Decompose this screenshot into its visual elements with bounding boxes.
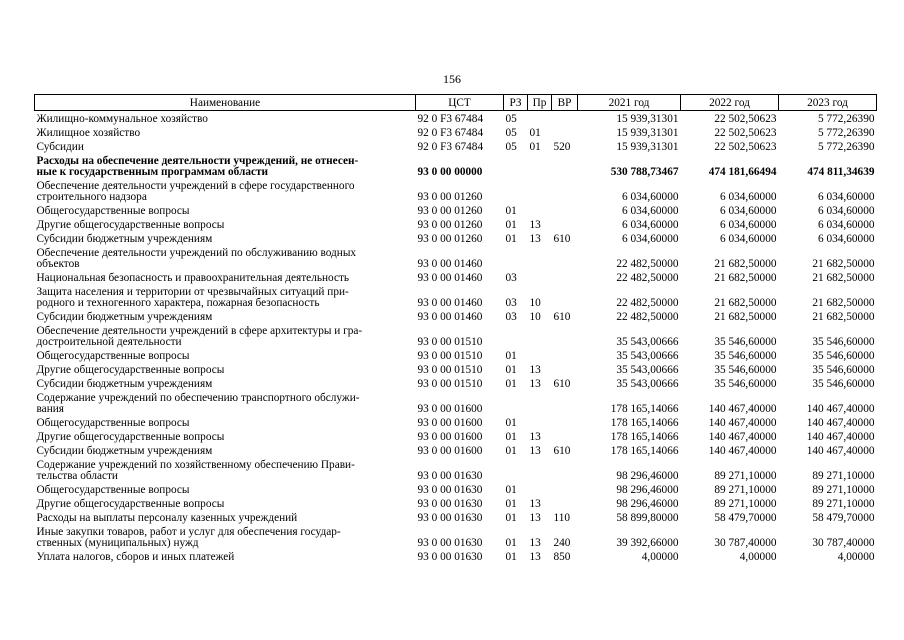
cell-cst: 92 0 F3 67484 <box>417 141 484 153</box>
cell-pr: 13 <box>529 551 541 563</box>
cell-rz: 03 <box>505 297 517 309</box>
cell-name: Содержание учреждений по обеспечению транспортного обслужи- вания <box>36 392 360 415</box>
cell-rz: 01 <box>505 219 517 231</box>
cell-vr: 610 <box>553 445 571 457</box>
cell-rz <box>504 323 528 348</box>
cell-vr: 240 <box>553 537 571 549</box>
cell-2022: 35 546,60000 <box>714 378 777 390</box>
cell-name: Содержание учреждений по хозяйственному обеспечению Прави- тельства области <box>36 459 355 482</box>
cell-2023: 6 034,60000 <box>818 233 875 245</box>
table-row <box>35 549 877 563</box>
cell-rz: 01 <box>505 431 517 443</box>
cell-name: Расходы на обеспечение деятельности учреждений, не отнесен- ные к государственным программам области <box>36 155 359 178</box>
cell-vr <box>552 111 578 126</box>
cell-vr <box>552 415 578 429</box>
cell-pr <box>528 415 552 429</box>
header-row <box>35 95 877 111</box>
cell-2022: 89 271,10000 <box>714 498 777 510</box>
cell-name: Общегосударственные вопросы <box>36 350 190 362</box>
cell-vr <box>552 284 578 309</box>
cell-2022: 35 546,60000 <box>714 350 777 362</box>
cell-name: Общегосударственные вопросы <box>36 417 190 429</box>
cell-pr <box>528 270 552 284</box>
cell-2021: 22 482,50000 <box>616 297 679 309</box>
table-body <box>35 111 877 564</box>
cell-2022: 6 034,60000 <box>720 219 777 231</box>
cell-vr <box>552 245 578 270</box>
header-2022: 2022 год <box>681 95 779 111</box>
cell-rz: 01 <box>505 512 517 524</box>
cell-2022: 4,00000 <box>739 551 777 563</box>
cell-rz: 01 <box>505 233 517 245</box>
cell-rz: 01 <box>505 205 517 217</box>
cell-2021: 98 296,46000 <box>616 498 679 510</box>
cell-cst: 93 0 00 01630 <box>417 498 483 510</box>
cell-2021: 178 165,14066 <box>610 403 679 415</box>
cell-cst: 93 0 00 01460 <box>417 272 483 284</box>
cell-pr: 01 <box>529 141 541 153</box>
cell-2022: 89 271,10000 <box>714 470 777 482</box>
cell-2022: 35 546,60000 <box>714 336 777 348</box>
cell-2021: 530 788,73467 <box>610 166 679 178</box>
cell-2023: 140 467,40000 <box>806 417 875 429</box>
cell-2022: 21 682,50000 <box>714 258 777 270</box>
cell-vr: 520 <box>553 141 571 153</box>
cell-cst: 93 0 00 01600 <box>417 403 483 415</box>
cell-name: Общегосударственные вопросы <box>36 205 190 217</box>
cell-2022: 35 546,60000 <box>714 364 777 376</box>
cell-2021: 22 482,50000 <box>616 258 679 270</box>
cell-cst: 93 0 00 01600 <box>417 431 483 443</box>
cell-rz: 03 <box>505 272 517 284</box>
cell-cst: 93 0 00 01460 <box>417 297 483 309</box>
cell-name: Другие общегосударственные вопросы <box>36 498 225 510</box>
cell-pr <box>528 482 552 496</box>
cell-pr: 13 <box>529 233 541 245</box>
cell-2022: 140 467,40000 <box>708 445 777 457</box>
cell-cst: 93 0 00 01630 <box>417 537 483 549</box>
cell-rz: 05 <box>505 141 517 153</box>
cell-name: Иные закупки товаров, работ и услуг для обеспечения государ- ственных (муниципальных) нужд <box>36 526 341 549</box>
cell-pr: 13 <box>529 537 541 549</box>
cell-cst: 93 0 00 01630 <box>417 484 483 496</box>
cell-name: Субсидии бюджетным учреждениям <box>36 378 213 390</box>
table-row <box>35 111 877 126</box>
cell-2022: 21 682,50000 <box>714 311 777 323</box>
cell-name: Субсидии бюджетным учреждениям <box>36 311 213 323</box>
cell-2022: 140 467,40000 <box>708 417 777 429</box>
cell-pr: 13 <box>529 431 541 443</box>
cell-2023: 5 772,26390 <box>818 113 875 125</box>
cell-vr <box>552 482 578 496</box>
table-row <box>35 231 877 245</box>
cell-cst: 93 0 00 01600 <box>417 417 483 429</box>
budget-table <box>34 94 877 563</box>
cell-vr <box>552 153 578 178</box>
table-row <box>35 309 877 323</box>
cell-2021: 35 543,00666 <box>616 336 679 348</box>
cell-2021: 178 165,14066 <box>610 417 679 429</box>
cell-2021: 178 165,14066 <box>610 431 679 443</box>
cell-2021: 6 034,60000 <box>622 233 679 245</box>
cell-name: Жилищно-коммунальное хозяйство <box>36 113 208 125</box>
table-row <box>35 270 877 284</box>
cell-vr <box>552 217 578 231</box>
cell-name: Обеспечение деятельности учреждений по обслуживанию водных объектов <box>36 247 357 270</box>
table-row <box>35 510 877 524</box>
cell-rz: 01 <box>505 537 517 549</box>
cell-pr: 13 <box>529 498 541 510</box>
cell-pr: 10 <box>529 311 541 323</box>
cell-2022: 21 682,50000 <box>714 297 777 309</box>
cell-2022: 140 467,40000 <box>708 431 777 443</box>
cell-2021: 15 939,31301 <box>616 141 679 153</box>
cell-2023: 5 772,26390 <box>818 141 875 153</box>
cell-cst: 93 0 00 01260 <box>417 219 483 231</box>
table-row <box>35 178 877 203</box>
cell-2022: 30 787,40000 <box>714 537 777 549</box>
cell-2023: 21 682,50000 <box>812 258 875 270</box>
cell-2021: 15 939,31301 <box>616 113 679 125</box>
cell-cst: 93 0 00 01510 <box>417 350 483 362</box>
cell-2023: 35 546,60000 <box>812 336 875 348</box>
header-2023: 2023 год <box>779 95 877 111</box>
cell-cst: 93 0 00 01460 <box>417 311 483 323</box>
cell-2021: 178 165,14066 <box>610 445 679 457</box>
table-row <box>35 245 877 270</box>
table-row <box>35 125 877 139</box>
cell-cst: 93 0 00 01460 <box>417 258 483 270</box>
cell-2023: 140 467,40000 <box>806 445 875 457</box>
cell-2021: 39 392,66000 <box>616 537 679 549</box>
cell-vr: 110 <box>553 512 571 524</box>
cell-cst: 93 0 00 00000 <box>417 166 483 178</box>
page-number: 156 <box>443 72 461 86</box>
cell-2022: 140 467,40000 <box>708 403 777 415</box>
cell-rz <box>504 153 528 178</box>
cell-2022: 58 479,70000 <box>714 512 777 524</box>
cell-rz: 05 <box>505 113 517 125</box>
cell-name: Обеспечение деятельности учреждений в сфере архитектуры и гра- достроительной деятельности <box>36 325 363 348</box>
cell-vr: 610 <box>553 233 571 245</box>
cell-name: Общегосударственные вопросы <box>36 484 190 496</box>
cell-vr <box>552 203 578 217</box>
cell-pr <box>528 245 552 270</box>
cell-cst: 92 0 F3 67484 <box>417 113 484 125</box>
cell-name: Уплата налогов, сборов и иных платежей <box>36 551 235 563</box>
table-row <box>35 429 877 443</box>
cell-cst: 93 0 00 01510 <box>417 364 483 376</box>
cell-rz: 01 <box>505 364 517 376</box>
cell-2022: 6 034,60000 <box>720 191 777 203</box>
cell-name: Субсидии <box>36 141 84 153</box>
table-row <box>35 390 877 415</box>
cell-rz: 01 <box>505 445 517 457</box>
cell-2023: 6 034,60000 <box>818 219 875 231</box>
header-rz: РЗ <box>504 95 528 111</box>
cell-rz: 03 <box>505 311 517 323</box>
cell-2021: 6 034,60000 <box>622 191 679 203</box>
cell-2023: 21 682,50000 <box>812 297 875 309</box>
cell-pr <box>528 153 552 178</box>
cell-name: Национальная безопасность и правоохранительная деятельность <box>36 272 350 284</box>
cell-rz <box>504 390 528 415</box>
cell-name: Жилищное хозяйство <box>36 127 141 139</box>
header-cst: ЦСТ <box>416 95 504 111</box>
cell-cst: 92 0 F3 67484 <box>417 127 484 139</box>
cell-2023: 140 467,40000 <box>806 403 875 415</box>
cell-rz: 01 <box>505 378 517 390</box>
cell-vr <box>552 125 578 139</box>
cell-pr <box>528 348 552 362</box>
header-pr: Пр <box>528 95 552 111</box>
cell-2023: 30 787,40000 <box>812 537 875 549</box>
cell-cst: 93 0 00 01630 <box>417 551 483 563</box>
cell-rz <box>504 457 528 482</box>
cell-pr: 10 <box>529 297 541 309</box>
table-row <box>35 217 877 231</box>
cell-rz <box>504 178 528 203</box>
cell-pr <box>528 111 552 126</box>
cell-2021: 35 543,00666 <box>616 350 679 362</box>
cell-2023: 35 546,60000 <box>812 364 875 376</box>
cell-cst: 93 0 00 01260 <box>417 233 483 245</box>
cell-cst: 93 0 00 01630 <box>417 512 483 524</box>
cell-2023: 35 546,60000 <box>812 378 875 390</box>
cell-pr <box>528 323 552 348</box>
table-row <box>35 524 877 549</box>
table-row <box>35 284 877 309</box>
cell-2022: 474 181,66494 <box>708 166 777 178</box>
cell-name: Субсидии бюджетным учреждениям <box>36 233 213 245</box>
cell-pr: 13 <box>529 364 541 376</box>
table-header <box>35 95 877 111</box>
table-row <box>35 376 877 390</box>
cell-vr: 610 <box>553 378 571 390</box>
cell-pr <box>528 203 552 217</box>
cell-rz: 05 <box>505 127 517 139</box>
table-row <box>35 203 877 217</box>
cell-rz: 01 <box>505 417 517 429</box>
cell-vr <box>552 496 578 510</box>
cell-pr: 13 <box>529 445 541 457</box>
cell-name: Защита населения и территории от чрезвычайных ситуаций при- родного и техногенного характера, пожарная безопасность <box>36 286 349 309</box>
header-2021: 2021 год <box>578 95 681 111</box>
cell-vr <box>552 270 578 284</box>
cell-2022: 22 502,50623 <box>714 113 777 125</box>
cell-pr <box>528 390 552 415</box>
cell-2021: 15 939,31301 <box>616 127 679 139</box>
cell-2023: 6 034,60000 <box>818 191 875 203</box>
cell-cst: 93 0 00 01630 <box>417 470 483 482</box>
cell-cst: 93 0 00 01260 <box>417 191 483 203</box>
table-row <box>35 443 877 457</box>
cell-cst: 93 0 00 01260 <box>417 205 483 217</box>
cell-vr <box>552 323 578 348</box>
cell-2021: 58 899,80000 <box>616 512 679 524</box>
cell-vr: 850 <box>553 551 571 563</box>
cell-cst: 93 0 00 01510 <box>417 336 483 348</box>
cell-vr <box>552 429 578 443</box>
cell-name: Субсидии бюджетным учреждениям <box>36 445 213 457</box>
cell-name: Другие общегосударственные вопросы <box>36 364 225 376</box>
cell-rz: 01 <box>505 350 517 362</box>
cell-2023: 21 682,50000 <box>812 311 875 323</box>
table-row <box>35 153 877 178</box>
cell-2023: 89 271,10000 <box>812 484 875 496</box>
cell-rz: 01 <box>505 484 517 496</box>
cell-2023: 89 271,10000 <box>812 498 875 510</box>
cell-2022: 22 502,50623 <box>714 127 777 139</box>
cell-2023: 21 682,50000 <box>812 272 875 284</box>
table-row <box>35 348 877 362</box>
cell-pr: 13 <box>529 378 541 390</box>
header-vr: ВР <box>552 95 578 111</box>
cell-2023: 6 034,60000 <box>818 205 875 217</box>
cell-2023: 89 271,10000 <box>812 470 875 482</box>
table-row <box>35 415 877 429</box>
cell-pr <box>528 178 552 203</box>
cell-2023: 58 479,70000 <box>812 512 875 524</box>
cell-pr: 01 <box>529 127 541 139</box>
cell-vr <box>552 178 578 203</box>
header-name: Наименование <box>35 95 416 111</box>
table-row <box>35 496 877 510</box>
table-row <box>35 482 877 496</box>
cell-2021: 6 034,60000 <box>622 205 679 217</box>
cell-name: Обеспечение деятельности учреждений в сфере государственного строительного надзора <box>36 180 355 203</box>
cell-pr <box>528 457 552 482</box>
cell-2021: 98 296,46000 <box>616 470 679 482</box>
cell-cst: 93 0 00 01600 <box>417 445 483 457</box>
table-row <box>35 362 877 376</box>
cell-2022: 89 271,10000 <box>714 484 777 496</box>
cell-2023: 5 772,26390 <box>818 127 875 139</box>
cell-name: Расходы на выплаты персоналу казенных учреждений <box>36 512 298 524</box>
cell-cst: 93 0 00 01510 <box>417 378 483 390</box>
cell-2022: 21 682,50000 <box>714 272 777 284</box>
cell-name: Другие общегосударственные вопросы <box>36 431 225 443</box>
cell-vr <box>552 362 578 376</box>
cell-2022: 6 034,60000 <box>720 233 777 245</box>
cell-name: Другие общегосударственные вопросы <box>36 219 225 231</box>
cell-rz: 01 <box>505 498 517 510</box>
cell-2022: 6 034,60000 <box>720 205 777 217</box>
cell-pr: 13 <box>529 219 541 231</box>
cell-vr: 610 <box>553 311 571 323</box>
table-row <box>35 139 877 153</box>
table-row <box>35 323 877 348</box>
cell-vr <box>552 457 578 482</box>
table-row <box>35 457 877 482</box>
cell-2023: 35 546,60000 <box>812 350 875 362</box>
cell-2021: 6 034,60000 <box>622 219 679 231</box>
cell-vr <box>552 348 578 362</box>
cell-2021: 35 543,00666 <box>616 378 679 390</box>
cell-2023: 140 467,40000 <box>806 431 875 443</box>
cell-2021: 22 482,50000 <box>616 311 679 323</box>
cell-2023: 474 811,34639 <box>807 166 875 178</box>
cell-2021: 35 543,00666 <box>616 364 679 376</box>
cell-rz <box>504 245 528 270</box>
cell-2022: 22 502,50623 <box>714 141 777 153</box>
cell-pr: 13 <box>529 512 541 524</box>
cell-vr <box>552 390 578 415</box>
cell-2023: 4,00000 <box>837 551 875 563</box>
cell-rz: 01 <box>505 551 517 563</box>
cell-2021: 4,00000 <box>641 551 679 563</box>
cell-2021: 98 296,46000 <box>616 484 679 496</box>
cell-2021: 22 482,50000 <box>616 272 679 284</box>
